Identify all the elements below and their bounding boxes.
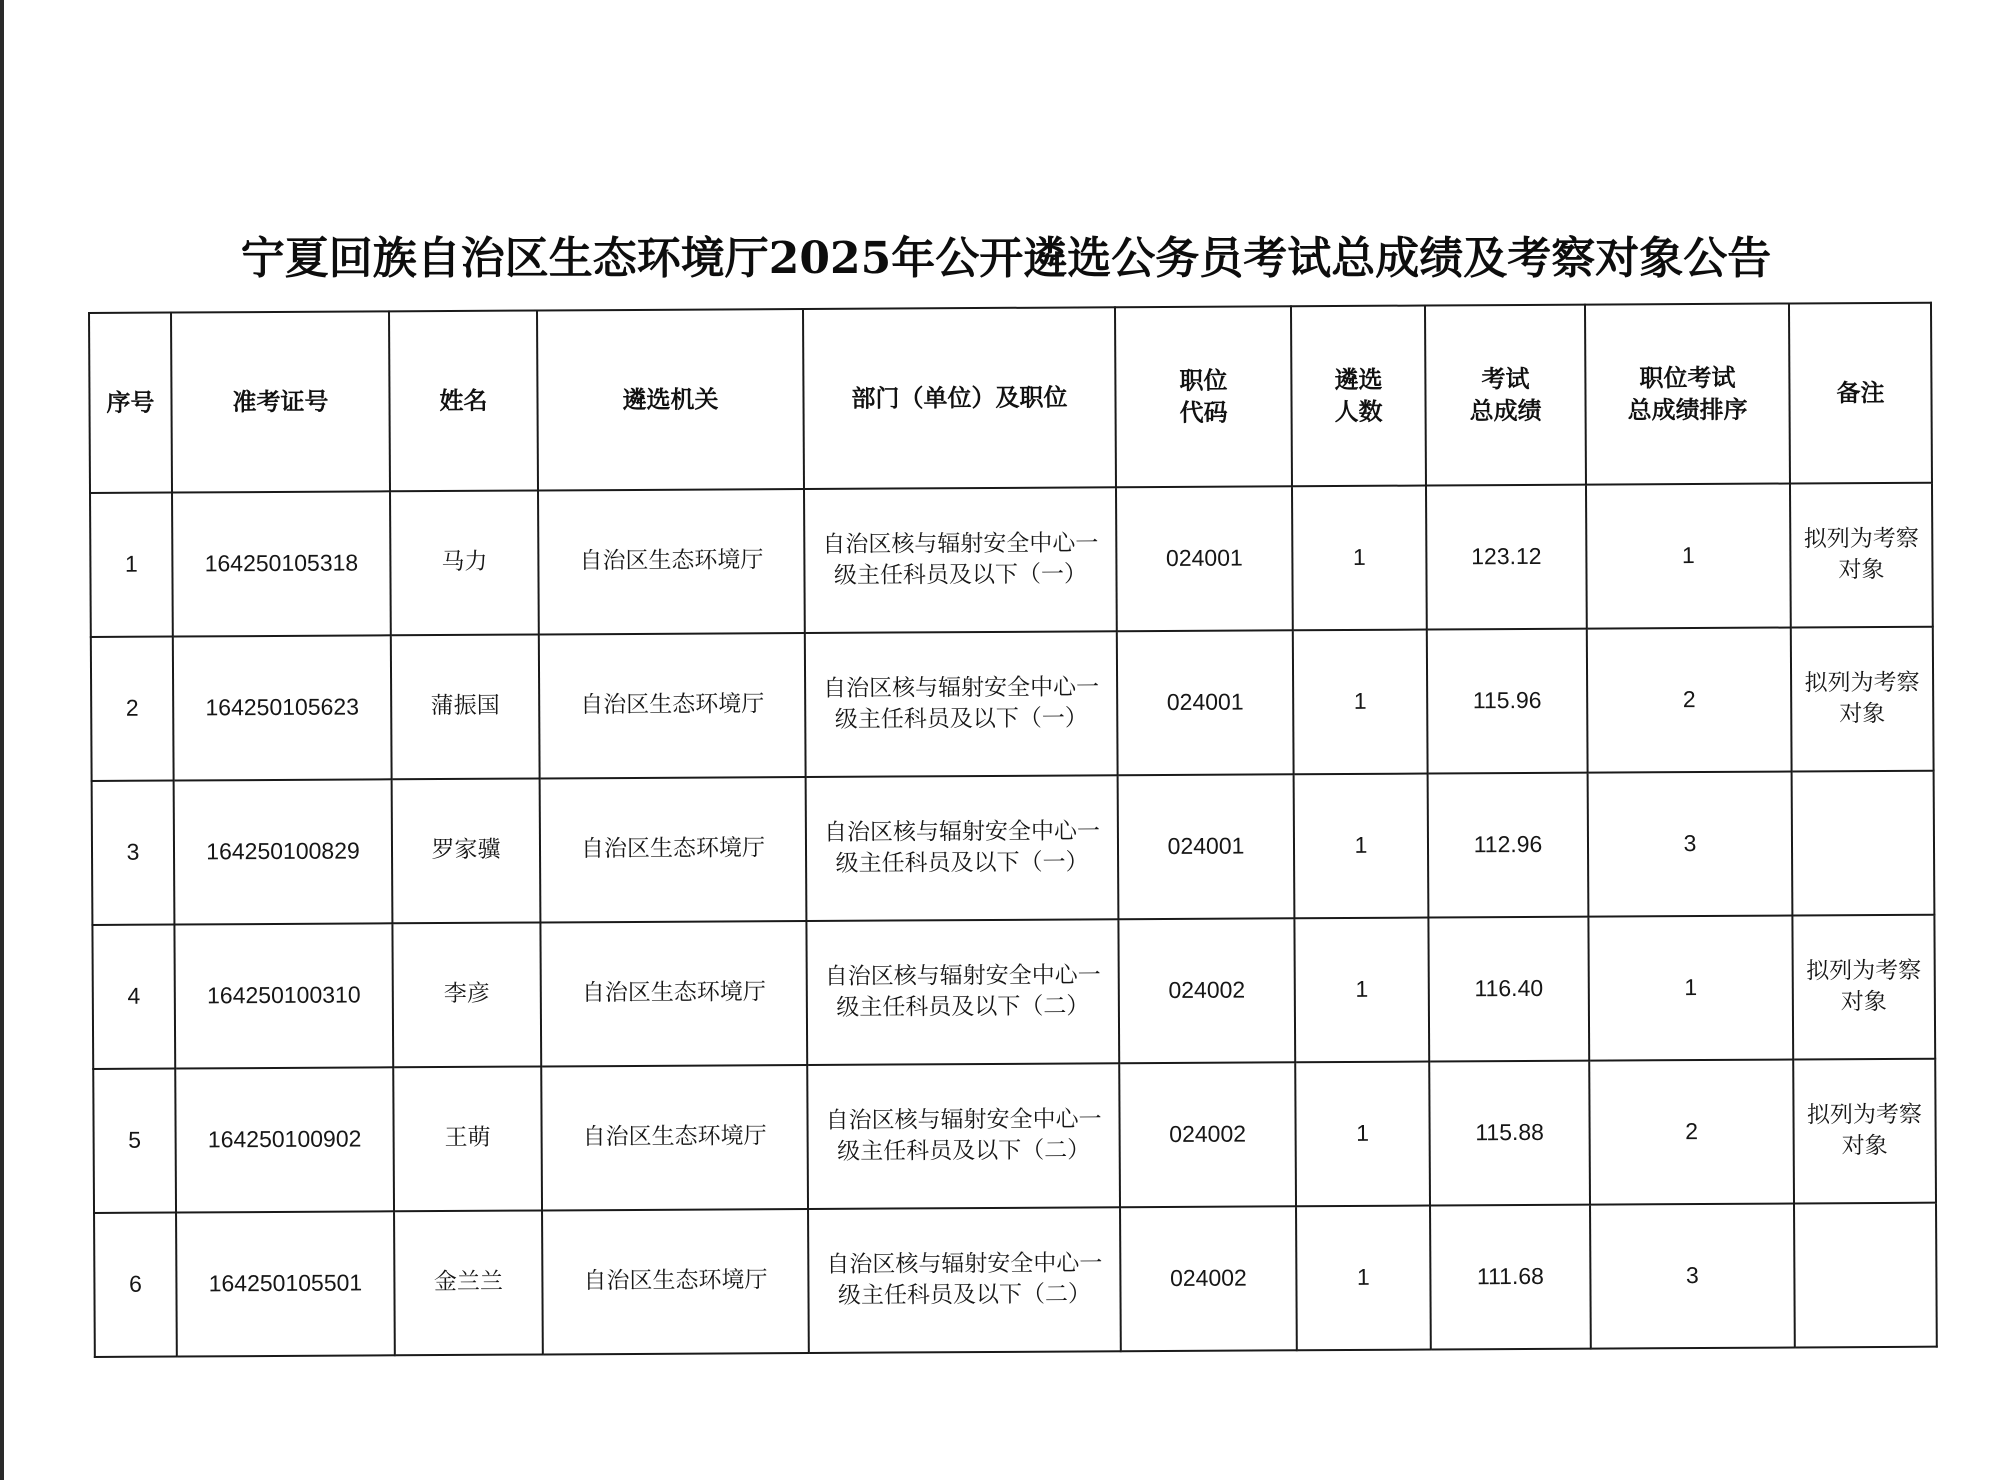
- header-name: 姓名: [389, 310, 538, 491]
- cell-agency: 自治区生态环境厅: [540, 921, 807, 1066]
- cell-seq: 6: [94, 1213, 177, 1357]
- header-rank: 职位考试 总成绩排序: [1585, 303, 1790, 484]
- cell-rank: 3: [1588, 771, 1793, 916]
- header-ticket: 准考证号: [171, 311, 390, 492]
- cell-total-score: 112.96: [1428, 773, 1589, 918]
- cell-ticket: 164250105501: [176, 1211, 395, 1356]
- cell-rank: 3: [1590, 1203, 1795, 1348]
- table-row: [91, 627, 1934, 781]
- table-row: [92, 915, 1935, 1069]
- cell-remark: [1792, 771, 1935, 916]
- cell-quota: 1: [1294, 774, 1429, 919]
- cell-name: 金兰兰: [394, 1210, 543, 1355]
- cell-post-code: 024001: [1116, 486, 1293, 631]
- cell-remark: 拟列为考察 对象: [1791, 627, 1934, 772]
- header-seq: 序号: [89, 313, 172, 493]
- table-row: [90, 483, 1933, 637]
- cell-agency: 自治区生态环境厅: [538, 489, 805, 634]
- cell-name: 王萌: [393, 1066, 542, 1211]
- cell-agency: 自治区生态环境厅: [540, 777, 807, 922]
- cell-dept-post: 自治区核与辐射安全中心一 级主任科员及以下（二）: [808, 1207, 1121, 1353]
- cell-rank: 1: [1586, 483, 1791, 628]
- cell-agency: 自治区生态环境厅: [541, 1065, 808, 1210]
- cell-name: 李彦: [392, 922, 541, 1067]
- cell-rank: 2: [1587, 627, 1792, 772]
- cell-seq: 3: [92, 781, 175, 925]
- results-table: [88, 302, 1938, 1358]
- table-row: [92, 771, 1935, 925]
- cell-ticket: 164250100310: [174, 923, 393, 1068]
- table-row: [94, 1203, 1937, 1357]
- cell-seq: 2: [91, 637, 174, 781]
- cell-agency: 自治区生态环境厅: [539, 633, 806, 778]
- cell-ticket: 164250105623: [173, 635, 392, 780]
- cell-quota: 1: [1294, 918, 1429, 1063]
- cell-seq: 4: [92, 925, 175, 1069]
- cell-quota: 1: [1296, 1206, 1431, 1351]
- cell-ticket: 164250100829: [174, 779, 393, 924]
- cell-post-code: 024002: [1119, 1062, 1296, 1207]
- header-quota: 遴选 人数: [1291, 306, 1426, 487]
- cell-quota: 1: [1293, 630, 1428, 775]
- cell-post-code: 024002: [1118, 918, 1295, 1063]
- cell-remark: 拟列为考察 对象: [1792, 915, 1935, 1060]
- cell-remark: [1794, 1203, 1937, 1348]
- header-post-code: 职位 代码: [1115, 306, 1292, 487]
- cell-quota: 1: [1292, 486, 1427, 631]
- cell-total-score: 116.40: [1428, 917, 1589, 1062]
- cell-agency: 自治区生态环境厅: [542, 1209, 809, 1354]
- cell-total-score: 111.68: [1430, 1205, 1591, 1350]
- page-title: 宁夏回族自治区生态环境厅2025年公开遴选公务员考试总成绩及考察对象公告: [240, 233, 1772, 284]
- cell-dept-post: 自治区核与辐射安全中心一 级主任科员及以下（一）: [805, 631, 1118, 777]
- cell-dept-post: 自治区核与辐射安全中心一 级主任科员及以下（一）: [804, 487, 1117, 633]
- cell-ticket: 164250105318: [172, 491, 391, 636]
- header-remark: 备注: [1789, 303, 1932, 484]
- cell-post-code: 024001: [1117, 630, 1294, 775]
- cell-name: 马力: [390, 490, 539, 635]
- header-total-score: 考试 总成绩: [1425, 305, 1586, 486]
- cell-name: 蒲振国: [391, 634, 540, 779]
- cell-total-score: 115.96: [1427, 629, 1588, 774]
- cell-dept-post: 自治区核与辐射安全中心一 级主任科员及以下（二）: [807, 1063, 1120, 1209]
- cell-post-code: 024002: [1120, 1206, 1297, 1351]
- cell-seq: 5: [93, 1069, 176, 1213]
- cell-remark: 拟列为考察 对象: [1793, 1059, 1936, 1204]
- cell-total-score: 115.88: [1429, 1061, 1590, 1206]
- table-row: [93, 1059, 1936, 1213]
- cell-dept-post: 自治区核与辐射安全中心一 级主任科员及以下（二）: [806, 919, 1119, 1065]
- header-dept-post: 部门（单位）及职位: [803, 307, 1116, 489]
- header-agency: 遴选机关: [537, 309, 804, 490]
- cell-dept-post: 自治区核与辐射安全中心一 级主任科员及以下（一）: [806, 775, 1119, 921]
- cell-name: 罗家骥: [392, 778, 541, 923]
- cell-remark: 拟列为考察 对象: [1790, 483, 1933, 628]
- cell-post-code: 024001: [1118, 774, 1295, 919]
- cell-seq: 1: [90, 493, 173, 637]
- header-row: [89, 303, 1932, 493]
- cell-rank: 1: [1588, 915, 1793, 1060]
- cell-ticket: 164250100902: [175, 1067, 394, 1212]
- cell-rank: 2: [1589, 1059, 1794, 1204]
- cell-total-score: 123.12: [1426, 485, 1587, 630]
- cell-quota: 1: [1295, 1062, 1430, 1207]
